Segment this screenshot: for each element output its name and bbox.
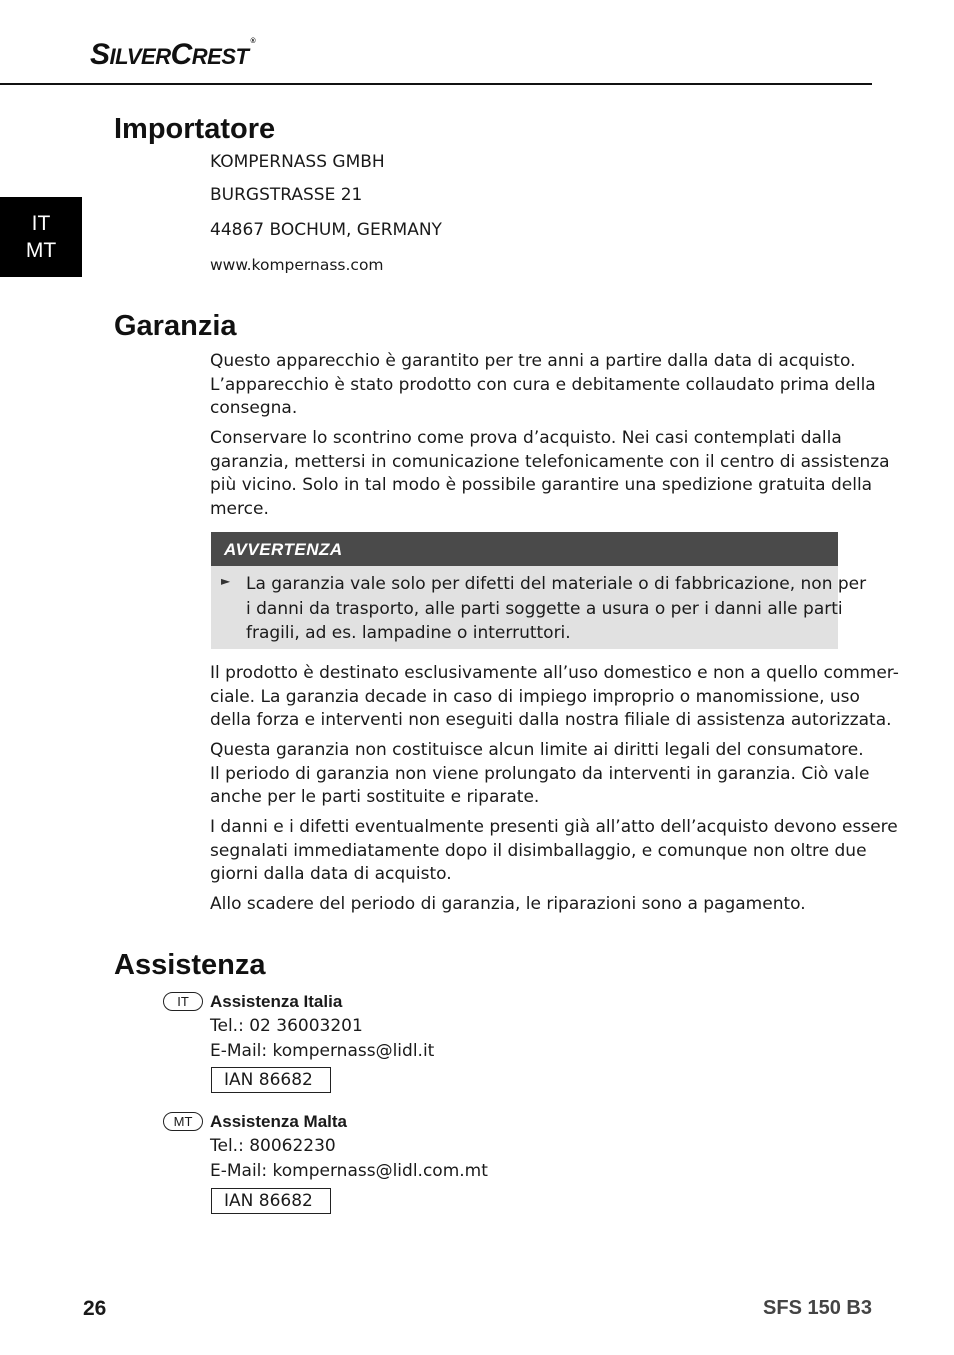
italy-ian-box: IAN 86682: [211, 1067, 331, 1093]
text-line: ciale. La garanzia decade in caso di impiego improprio o manomissione, uso: [210, 686, 860, 707]
text-line: La garanzia vale solo per difetti del materiale o di fabbricazione, non per: [246, 574, 867, 594]
malta-email[interactable]: E-Mail: kompernass@lidl.com.mt: [210, 1161, 488, 1181]
text-line: I danni e i difetti eventualmente presenti già all’atto dell’acquisto devono essere: [210, 817, 898, 837]
warranty-paragraph-3: [210, 662, 899, 733]
language-tab-line2: MT: [25, 239, 57, 262]
brand-logo: SILVERCREST®: [90, 38, 256, 71]
text-line: anche per le parti sostituite e riparate.: [210, 787, 540, 807]
malta-ian-box: IAN 86682: [211, 1188, 331, 1214]
malta-service-title: Assistenza Malta: [210, 1112, 347, 1131]
text-line: fragili, ad es. lampadine o interruttori.: [246, 623, 571, 643]
text-line: Questo apparecchio è garantito per tre anni a partire dalla data di acquisto.: [210, 351, 856, 371]
warranty-paragraph-6: [210, 893, 835, 917]
text-line: i danni da trasporto, alle parti soggette a usura o per i danni alle parti: [246, 598, 843, 619]
text-line: Allo scadere del periodo di garanzia, le riparazioni sono a pagamento.: [210, 894, 806, 914]
text-line: giorni dalla data di acquisto.: [210, 864, 452, 884]
text-line: segnalati immediatamente dopo il disimballaggio, e comunque non oltre due: [210, 840, 867, 861]
malta-badge: MT: [163, 1112, 203, 1131]
importer-street: BURGSTRASSE 21: [210, 185, 363, 205]
italy-phone: Tel.: 02 36003201: [210, 1016, 363, 1036]
importer-city: 44867 BOCHUM, GERMANY: [210, 220, 442, 240]
notice-text: [246, 572, 866, 646]
text-line: consegna.: [210, 398, 298, 418]
page-number: 26: [83, 1297, 107, 1320]
warranty-heading: Garanzia: [114, 310, 237, 342]
text-line: Questa garanzia non costituisce alcun limite ai diritti legali del consumatore.: [210, 740, 864, 760]
model-number: SFS 150 B3: [763, 1297, 872, 1319]
notice-box: [211, 566, 867, 649]
text-line: Il prodotto è destinato esclusivamente all’uso domestico e non a quello commer-: [210, 663, 899, 683]
italy-email[interactable]: E-Mail: kompernass@lidl.it: [210, 1041, 435, 1061]
text-line: più vicino. Solo in tal modo è possibile garantire una spedizione gratuita della: [210, 475, 873, 495]
text-line: garanzia, mettersi in comunicazione telefonicamente con il centro di assistenza: [210, 451, 890, 472]
warranty-paragraph-1: [210, 350, 876, 421]
warranty-paragraph-2: [210, 427, 890, 521]
italy-service-title: Assistenza Italia: [210, 992, 343, 1011]
text-line: L’apparecchio è stato prodotto con cura e debitamente collaudato prima della: [210, 374, 876, 395]
importer-heading: Importatore: [114, 113, 276, 145]
language-tab: [0, 197, 82, 277]
importer-website[interactable]: www.kompernass.com: [210, 256, 384, 274]
triangle-bullet-icon: ►: [221, 574, 231, 588]
text-line: Il periodo di garanzia non viene prolungato da interventi in garanzia. Ciò vale: [210, 763, 870, 784]
italy-badge: IT: [163, 992, 203, 1011]
warranty-paragraph-5: [210, 816, 898, 887]
text-line: della forza e interventi non eseguiti dalla nostra filiale di assistenza autorizzata.: [210, 710, 892, 730]
warranty-paragraph-4: [210, 739, 870, 810]
language-tab-line1: IT: [31, 212, 51, 235]
service-heading: Assistenza: [114, 949, 266, 981]
importer-company: KOMPERNASS GMBH: [210, 152, 385, 172]
text-line: Conservare lo scontrino come prova d’acquisto. Nei casi contemplati dalla: [210, 428, 842, 448]
malta-phone: Tel.: 80062230: [210, 1136, 336, 1156]
header-rule: [0, 83, 872, 85]
text-line: merce.: [210, 498, 269, 519]
notice-title: AVVERTENZA: [211, 532, 838, 566]
